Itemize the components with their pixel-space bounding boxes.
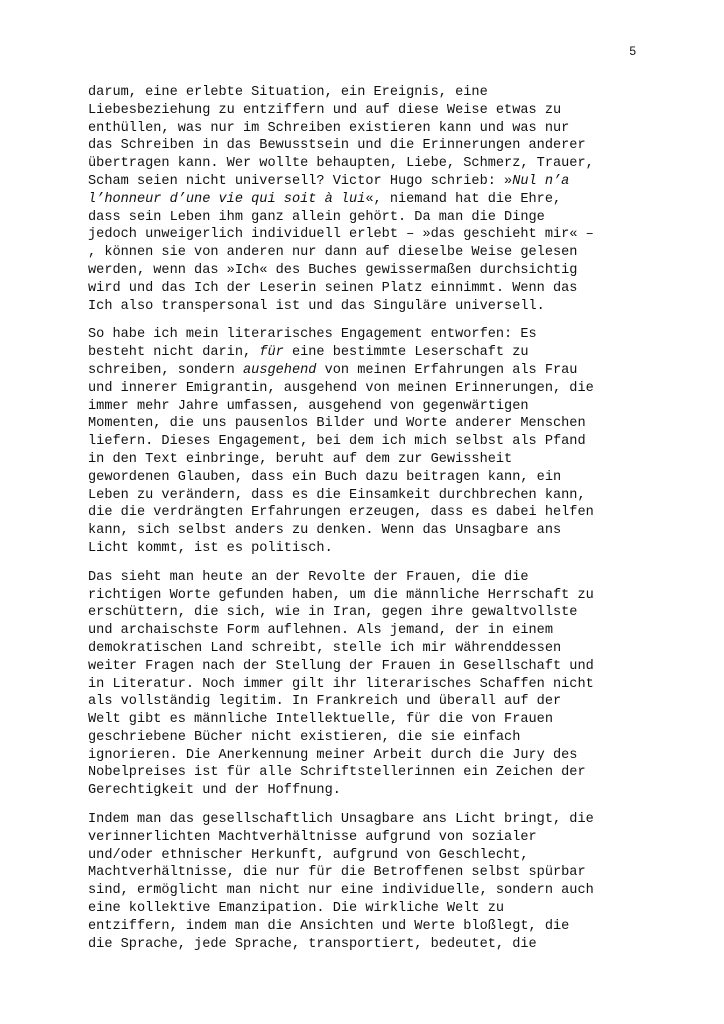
text-segment: Machtverhältnisse, die nur für die Betroffenen selbst spürbar xyxy=(88,865,586,881)
text-segment: Scham seien nicht universell? Victor Hugo schrieb: » xyxy=(88,173,513,189)
text-line xyxy=(88,433,638,451)
text-segment: erschüttern, die sich, wie in Iran, gegen ihre gewaltvollste xyxy=(88,605,578,621)
text-segment: verinnerlichten Machtverhältnisse aufgrund von sozialer xyxy=(88,829,537,845)
text-line xyxy=(88,209,638,227)
text-segment: als vollständig legitim. In Frankreich und überall auf der xyxy=(88,694,562,710)
text-line xyxy=(88,640,638,658)
text-line xyxy=(88,120,638,138)
text-segment: werden, wenn das »Ich« des Buches gewissermaßen durchsichtig xyxy=(88,262,578,278)
text-line xyxy=(88,137,638,155)
text-segment: eine bestimmte Leserschaft zu xyxy=(283,345,529,361)
body-text xyxy=(88,84,638,964)
text-segment: und/oder ethnischer Herkunft, aufgrund von Geschlecht, xyxy=(88,847,529,863)
text-segment: dass sein Leben ihm ganz allein gehört. Da man die Dinge xyxy=(88,209,545,225)
text-line xyxy=(88,487,638,505)
text-line xyxy=(88,622,638,640)
text-line xyxy=(88,604,638,622)
text-segment: die Sprache, jede Sprache, transportiert, bedeutet, die xyxy=(88,936,537,952)
text-line xyxy=(88,729,638,747)
text-segment: Gerechtigkeit und der Hoffnung. xyxy=(88,783,341,799)
text-line xyxy=(88,244,638,262)
text-line xyxy=(88,918,638,936)
text-segment: Indem man das gesellschaftlich Unsagbare ans Licht bringt, die xyxy=(88,812,594,828)
text-line xyxy=(88,102,638,120)
text-line xyxy=(88,522,638,540)
text-line xyxy=(88,587,638,605)
text-segment: Leben zu verändern, dass es die Einsamkeit durchbrechen kann, xyxy=(88,487,586,503)
text-segment: eine kollektive Emanzipation. Die wirkliche Welt zu xyxy=(88,901,505,917)
paragraph xyxy=(88,326,638,557)
italic-text: für xyxy=(259,345,284,361)
text-segment: und archaischste Form auflehnen. Als jemand, der in einem xyxy=(88,623,553,639)
text-line xyxy=(88,764,638,782)
text-line xyxy=(88,811,638,829)
text-line xyxy=(88,280,638,298)
text-line xyxy=(88,658,638,676)
text-line xyxy=(88,415,638,433)
text-line xyxy=(88,173,638,191)
text-line xyxy=(88,504,638,522)
text-segment: liefern. Dieses Engagement, bei dem ich mich selbst als Pfand xyxy=(88,434,586,450)
text-segment: übertragen kann. Wer wollte behaupten, Liebe, Schmerz, Trauer, xyxy=(88,156,594,172)
text-segment: Nobelpreises ist für alle Schriftstellerinnen ein Zeichen der xyxy=(88,765,586,781)
text-segment: immer mehr Jahre umfassen, ausgehend von gegenwärtigen xyxy=(88,398,529,414)
text-segment: Ich also transpersonal ist und das Singuläre universell. xyxy=(88,298,545,314)
text-segment: «, niemand hat die Ehre, xyxy=(365,191,562,207)
paragraph xyxy=(88,811,638,953)
text-line xyxy=(88,693,638,711)
text-segment: in den Text einbringe, beruht auf dem zur Gewissheit xyxy=(88,451,513,467)
text-line xyxy=(88,262,638,280)
text-line xyxy=(88,451,638,469)
paragraph xyxy=(88,84,638,315)
text-segment: richtigen Worte gefunden haben, um die männliche Herrschaft zu xyxy=(88,587,594,603)
text-segment: in Literatur. Noch immer gilt ihr literarisches Schaffen nicht xyxy=(88,676,594,692)
text-segment: jedoch unweigerlich individuell erlebt – »das geschieht mir« – xyxy=(88,227,594,243)
text-segment: entziffern, indem man die Ansichten und Werte bloßlegt, die xyxy=(88,918,570,934)
text-segment: wird und das Ich der Leserin seinen Platz einnimmt. Wenn das xyxy=(88,280,578,296)
text-line xyxy=(88,864,638,882)
text-segment: schreiben, sondern xyxy=(88,362,243,378)
text-line xyxy=(88,344,638,362)
text-line xyxy=(88,84,638,102)
text-segment: weiter Fragen nach der Stellung der Frauen in Gesellschaft und xyxy=(88,658,594,674)
text-line xyxy=(88,326,638,344)
text-line xyxy=(88,226,638,244)
text-segment: So habe ich mein literarisches Engagement entworfen: Es xyxy=(88,327,537,343)
text-line xyxy=(88,882,638,900)
text-segment: das Schreiben in das Bewusstsein und die Erinnerungen anderer xyxy=(88,138,586,154)
text-segment: , können sie von anderen nur dann auf dieselbe Weise gelesen xyxy=(88,245,578,261)
text-line xyxy=(88,469,638,487)
text-segment: gewordenen Glauben, dass ein Buch dazu beitragen kann, ein xyxy=(88,469,562,485)
text-segment: Licht kommt, ist es politisch. xyxy=(88,540,333,556)
text-segment: enthüllen, was nur im Schreiben existieren kann und was nur xyxy=(88,120,570,136)
text-line xyxy=(88,747,638,765)
text-line xyxy=(88,782,638,800)
text-segment: kann, sich selbst anders zu denken. Wenn das Unsagbare ans xyxy=(88,523,562,539)
text-segment: Das sieht man heute an der Revolte der Frauen, die die xyxy=(88,569,529,585)
text-line xyxy=(88,711,638,729)
text-segment: demokratischen Land schreibt, stelle ich mir währenddessen xyxy=(88,640,562,656)
text-segment: Welt gibt es männliche Intellektuelle, für die von Frauen xyxy=(88,712,553,728)
text-segment: Momenten, die uns pausenlos Bilder und Worte anderer Menschen xyxy=(88,416,586,432)
text-segment: von meinen Erfahrungen als Frau xyxy=(316,362,578,378)
text-segment: darum, eine erlebte Situation, ein Ereignis, eine xyxy=(88,85,488,100)
text-segment: geschriebene Bücher nicht existieren, die sie einfach xyxy=(88,729,521,745)
italic-text: Nul n’a xyxy=(512,173,570,189)
text-line xyxy=(88,398,638,416)
paragraph xyxy=(88,569,638,800)
text-line xyxy=(88,362,638,380)
text-line xyxy=(88,829,638,847)
italic-text: l’honneur d’une vie qui soit à lui xyxy=(88,191,366,207)
text-line xyxy=(88,936,638,954)
text-line xyxy=(88,676,638,694)
text-line xyxy=(88,900,638,918)
text-segment: die die verdrängten Erfahrungen erzeugen, dass es dabei helfen xyxy=(88,505,594,521)
text-line xyxy=(88,155,638,173)
text-line xyxy=(88,298,638,316)
text-segment: besteht nicht darin, xyxy=(88,345,260,361)
text-segment: Liebesbeziehung zu entziffern und auf diese Weise etwas zu xyxy=(88,102,562,118)
text-line xyxy=(88,569,638,587)
page-number: 5 xyxy=(629,44,636,58)
text-line xyxy=(88,191,638,209)
text-line xyxy=(88,540,638,558)
text-line xyxy=(88,847,638,865)
text-segment: sind, ermöglicht man nicht nur eine individuelle, sondern auch xyxy=(88,883,594,899)
text-segment: ignorieren. Die Anerkennung meiner Arbeit durch die Jury des xyxy=(88,747,578,763)
text-line xyxy=(88,380,638,398)
italic-text: ausgehend xyxy=(243,362,317,378)
text-segment: und innerer Emigrantin, ausgehend von meinen Erinnerungen, die xyxy=(88,380,594,396)
